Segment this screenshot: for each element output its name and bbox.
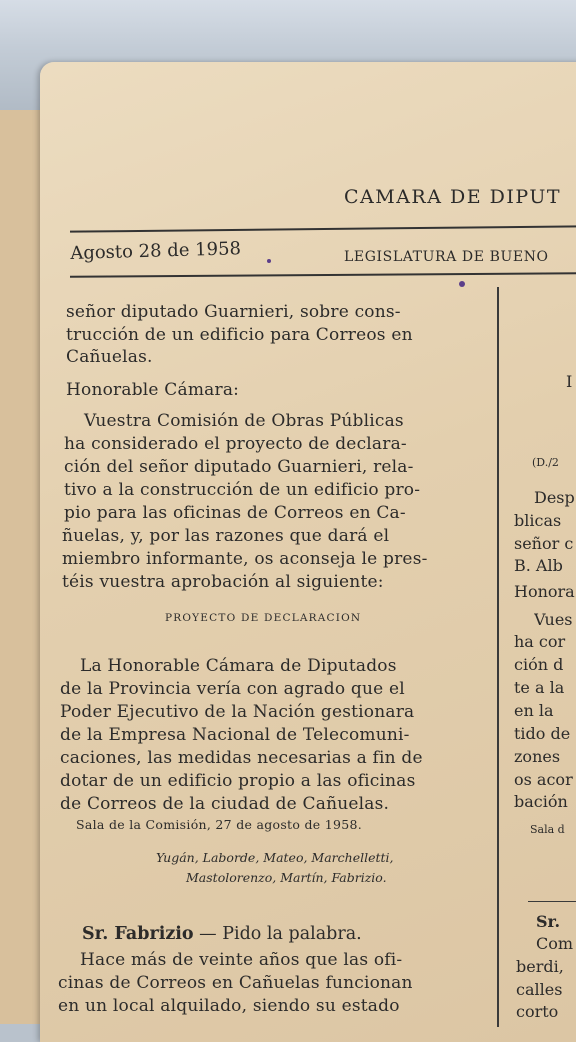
body-line: miembro informante, os aconseja le pres- — [62, 549, 428, 569]
right-column-fragment: señor c — [514, 534, 574, 553]
body-line: de la Empresa Nacional de Telecomuni- — [60, 725, 410, 745]
body-line: Cañuelas. — [66, 347, 153, 367]
body-line: Vuestra Comisión de Obras Públicas — [84, 411, 404, 431]
column-divider — [497, 287, 499, 1027]
signatures-line: Mastolorenzo, Martín, Fabrizio. — [186, 870, 387, 885]
body-line: ñuelas, y, por las razones que dará el — [62, 526, 390, 546]
page-date: Agosto 28 de 1958 — [70, 238, 242, 264]
speaker-text: — Pido la palabra. — [193, 924, 362, 944]
right-column-fragment: B. Alb — [514, 556, 563, 575]
legislature-header: LEGISLATURA DE BUENO — [344, 249, 549, 265]
right-column-fragment: calles — [516, 980, 563, 999]
right-column-fragment: te a la — [514, 678, 565, 697]
body-line: ha considerado el proyecto de declara- — [64, 434, 407, 454]
body-line: cinas de Correos en Cañuelas funcionan — [58, 973, 413, 993]
body-line: de Correos de la ciudad de Cañuelas. — [60, 794, 390, 814]
committee-date-line: Sala de la Comisión, 27 de agosto de 1958. — [76, 817, 363, 832]
body-line: pio para las oficinas de Correos en Ca- — [64, 503, 406, 523]
body-line: caciones, las medidas necesarias a fin de — [60, 748, 423, 768]
chamber-title: CAMARA DE DIPUT — [344, 186, 562, 208]
right-column-fragment: Honora — [514, 582, 575, 601]
body-line: ción del señor diputado Guarnieri, rela- — [64, 457, 414, 477]
body-line: señor diputado Guarnieri, sobre cons- — [66, 302, 401, 322]
body-line: dotar de un edificio propio a las oficinas — [60, 771, 416, 791]
right-column-fragment: Vues — [534, 610, 573, 629]
right-column-fragment: Com — [536, 934, 574, 953]
ink-mark — [459, 281, 465, 287]
speaker-name: Sr. Fabrizio — [82, 924, 194, 944]
right-column-fragment: blicas — [514, 511, 562, 530]
right-column-fragment: berdi, — [516, 957, 564, 976]
body-line: en un local alquilado, siendo su estado — [58, 996, 400, 1016]
body-line: téis vuestra aprobación al siguiente: — [62, 572, 384, 592]
right-column-fragment: Desp — [534, 488, 575, 507]
right-column-fragment: (D./2 — [532, 456, 559, 469]
right-column-fragment: I — [566, 372, 573, 391]
right-column-fragment: bación — [514, 792, 568, 811]
body-line: trucción de un edificio para Correos en — [66, 325, 413, 345]
right-column-fragment: corto — [516, 1002, 559, 1021]
right-column-fragment: en la — [514, 701, 554, 720]
body-line: de la Provincia vería con agrado que el — [60, 679, 405, 699]
body-line: Poder Ejecutivo de la Nación gestionara — [60, 702, 415, 722]
right-column-fragment: tido de — [514, 724, 571, 743]
section-heading: PROYECTO DE DECLARACION — [165, 612, 362, 624]
salutation: Honorable Cámara: — [66, 380, 240, 400]
right-column-fragment: ha cor — [514, 632, 566, 651]
speaker-line — [82, 924, 362, 944]
right-column-fragment: zones — [514, 747, 561, 766]
signatures-line: Yugán, Laborde, Mateo, Marchelletti, — [156, 850, 394, 865]
body-line: La Honorable Cámara de Diputados — [80, 656, 397, 676]
ink-mark — [267, 259, 271, 263]
right-column-fragment: Sala d — [530, 823, 565, 836]
right-column-fragment: Sr. — [536, 912, 561, 931]
right-column-fragment: os acor — [514, 770, 573, 789]
body-line: tivo a la construcción de un edificio pro- — [64, 480, 421, 500]
body-line: Hace más de veinte años que las ofi- — [80, 950, 403, 970]
right-column-rule — [528, 901, 576, 902]
right-column-fragment: ción d — [514, 655, 564, 674]
